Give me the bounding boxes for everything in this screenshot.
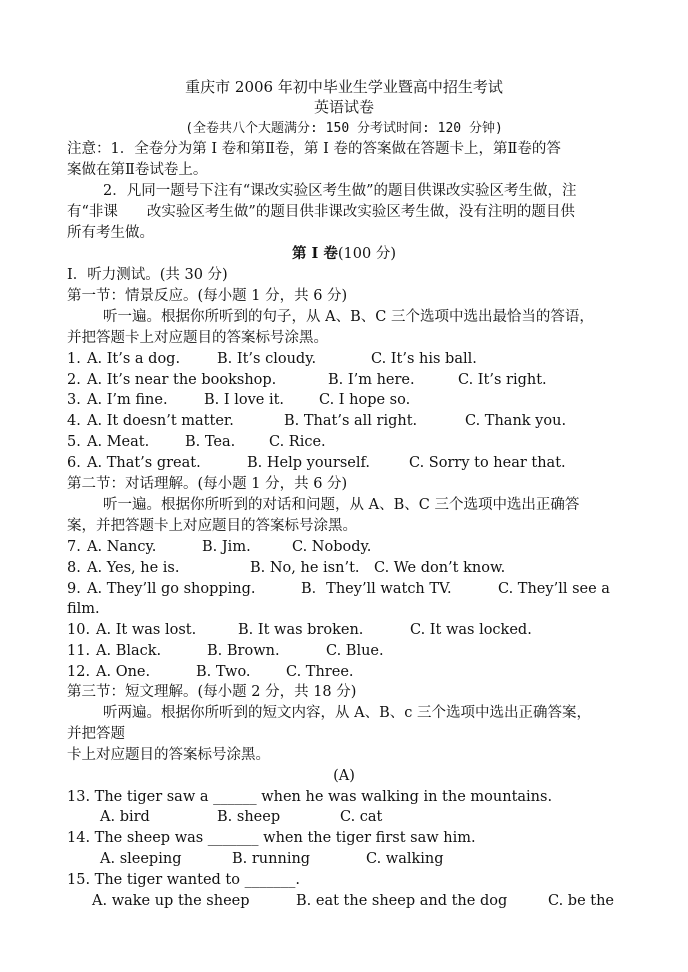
option-b: B. It was broken. (238, 622, 364, 638)
option-c: C. They’ll see a (498, 581, 610, 597)
question-4 (67, 411, 567, 431)
option-b: B. That’s all right. (284, 413, 418, 429)
option-b: B．They’ll watch TV. (301, 581, 452, 597)
option-b: B. Brown. (207, 643, 280, 659)
question-9-continued: film. (67, 601, 100, 617)
part-title: 第 I 卷 (292, 245, 338, 262)
option-c: C. Nobody. (292, 539, 372, 555)
option-c: C. be the (548, 893, 615, 909)
option-b: B. running (232, 851, 311, 867)
part-heading (292, 244, 396, 264)
option-a: A. It’s a dog. (87, 351, 181, 367)
listening-title: I．听力测试。(共 30 分) (67, 267, 228, 283)
section-2-title: 第二节：对话理解。(每小题 1 分，共 6 分) (67, 476, 348, 492)
option-b: B. I love it. (204, 392, 285, 408)
option-a: A. sleeping (100, 851, 182, 867)
question-13-options (100, 807, 383, 827)
question-15-options (92, 891, 615, 911)
question-5 (67, 432, 326, 452)
option-a: A. That’s great. (87, 455, 201, 471)
option-a: A. One. (96, 664, 151, 680)
question-10 (67, 620, 532, 640)
option-a: A. It doesn’t matter. (87, 413, 234, 429)
option-b: B. No, he isn’t. (250, 560, 360, 576)
notice-line-4: 有“非课 改实验区考生做”的题目供非课改实验区考生做，没有注明的题目供 (67, 204, 575, 220)
option-a: A. They’ll go shopping. (87, 581, 256, 597)
option-c: C. It’s his ball. (371, 351, 477, 367)
question-1 (67, 349, 477, 369)
question-2 (67, 370, 547, 390)
option-b: B. eat the sheep and the dog (296, 893, 508, 909)
question-11 (67, 641, 384, 661)
option-a: A. bird (100, 809, 150, 825)
section-1-title: 第一节：情景反应。(每小题 1 分，共 6 分) (67, 288, 348, 304)
question-number: 12. (67, 664, 91, 680)
question-number: 10. (67, 622, 91, 638)
question-number: 11. (67, 643, 91, 659)
question-number: 3. (67, 392, 81, 408)
option-b: B. It’s cloudy. (217, 351, 317, 367)
question-13-stem: 13. The tiger saw a ______ when he was walking in the mountains. (67, 789, 553, 805)
question-number: 7. (67, 539, 81, 555)
question-9 (67, 579, 610, 599)
notice-line-5: 所有考生做。 (67, 225, 154, 241)
question-number: 8. (67, 560, 81, 576)
passage-label: (A) (333, 768, 355, 784)
question-number: 4. (67, 413, 81, 429)
question-number: 1. (67, 351, 81, 367)
option-b: B. Tea. (185, 434, 236, 450)
question-7 (67, 537, 372, 557)
exam-note: (全卷共八个大题满分: 150 分考试时间: 120 分钟) (185, 121, 503, 136)
notice-line-2: 案做在第Ⅱ卷试卷上。 (67, 162, 208, 178)
option-c: C. It was locked. (410, 622, 532, 638)
question-number: 6. (67, 455, 81, 471)
option-c: C. walking (366, 851, 444, 867)
section-3-instr-3: 卡上对应题目的答案标号涂黑。 (67, 747, 270, 763)
question-15-stem: 15. The tiger wanted to _______. (67, 872, 300, 888)
option-c: C. Three. (286, 664, 354, 680)
option-b: B. Help yourself. (247, 455, 370, 471)
option-c: C. cat (340, 809, 383, 825)
option-c: C. I hope so. (319, 392, 411, 408)
option-a: A. Black. (96, 643, 162, 659)
question-number: 2. (67, 372, 81, 388)
option-a: A. wake up the sheep (92, 893, 250, 909)
option-a: A. Meat. (87, 434, 150, 450)
section-3-instr-2: 并把答题 (67, 726, 125, 742)
question-3 (67, 390, 411, 410)
exam-title: 重庆市 2006 年初中毕业生学业暨高中招生考试 (185, 78, 503, 96)
section-3-instr-1: 听两遍。根据你所听到的短文内容，从 A、B、c 三个选项中选出正确答案， (103, 705, 591, 721)
option-a: A. I’m fine. (87, 392, 168, 408)
notice-line-3: 2．凡同一题号下注有“课改实验区考生做”的题目供课改实验区考生做，注 (103, 183, 577, 199)
question-number: 5. (67, 434, 81, 450)
section-3-title: 第三节：短文理解。(每小题 2 分，共 18 分) (67, 684, 357, 700)
section-1-instr-2: 并把答题卡上对应题目的答案标号涂黑。 (67, 330, 328, 346)
section-2-instr-1: 听一遍。根据你所听到的对话和问题，从 A、B、C 三个选项中选出正确答 (103, 497, 580, 513)
option-c: C. Blue. (326, 643, 384, 659)
question-14-options (100, 849, 444, 869)
part-score: (100 分) (337, 246, 396, 262)
option-b: B. Jim. (202, 539, 251, 555)
option-b: B. I’m here. (328, 372, 415, 388)
option-c: C. Sorry to hear that. (409, 455, 566, 471)
question-12 (67, 662, 354, 682)
section-2-instr-2: 案，并把答题卡上对应题目的答案标号涂黑。 (67, 518, 357, 534)
option-a: A. Nancy. (87, 539, 157, 555)
option-c: C. It’s right. (458, 372, 547, 388)
option-c: C. We don’t know. (374, 560, 506, 576)
option-a: A. It was lost. (96, 622, 197, 638)
option-c: C. Thank you. (465, 413, 567, 429)
question-number: 9. (67, 581, 81, 597)
notice-line-1: 注意：1．全卷分为第 I 卷和第Ⅱ卷，第 I 卷的答案做在答题卡上，第Ⅱ卷的答 (67, 141, 561, 157)
option-b: B. Two. (196, 664, 251, 680)
section-1-instr-1: 听一遍。根据你所听到的句子，从 A、B、C 三个选项中选出最恰当的答语， (103, 309, 594, 325)
exam-subtitle: 英语试卷 (313, 98, 374, 116)
option-a: A. Yes, he is. (87, 560, 180, 576)
option-b: B. sheep (217, 809, 281, 825)
option-a: A. It’s near the bookshop. (87, 372, 277, 388)
question-6 (67, 453, 566, 473)
question-8 (67, 558, 506, 578)
option-c: C. Rice. (269, 434, 326, 450)
question-14-stem: 14. The sheep was _______ when the tiger first saw him. (67, 830, 476, 846)
